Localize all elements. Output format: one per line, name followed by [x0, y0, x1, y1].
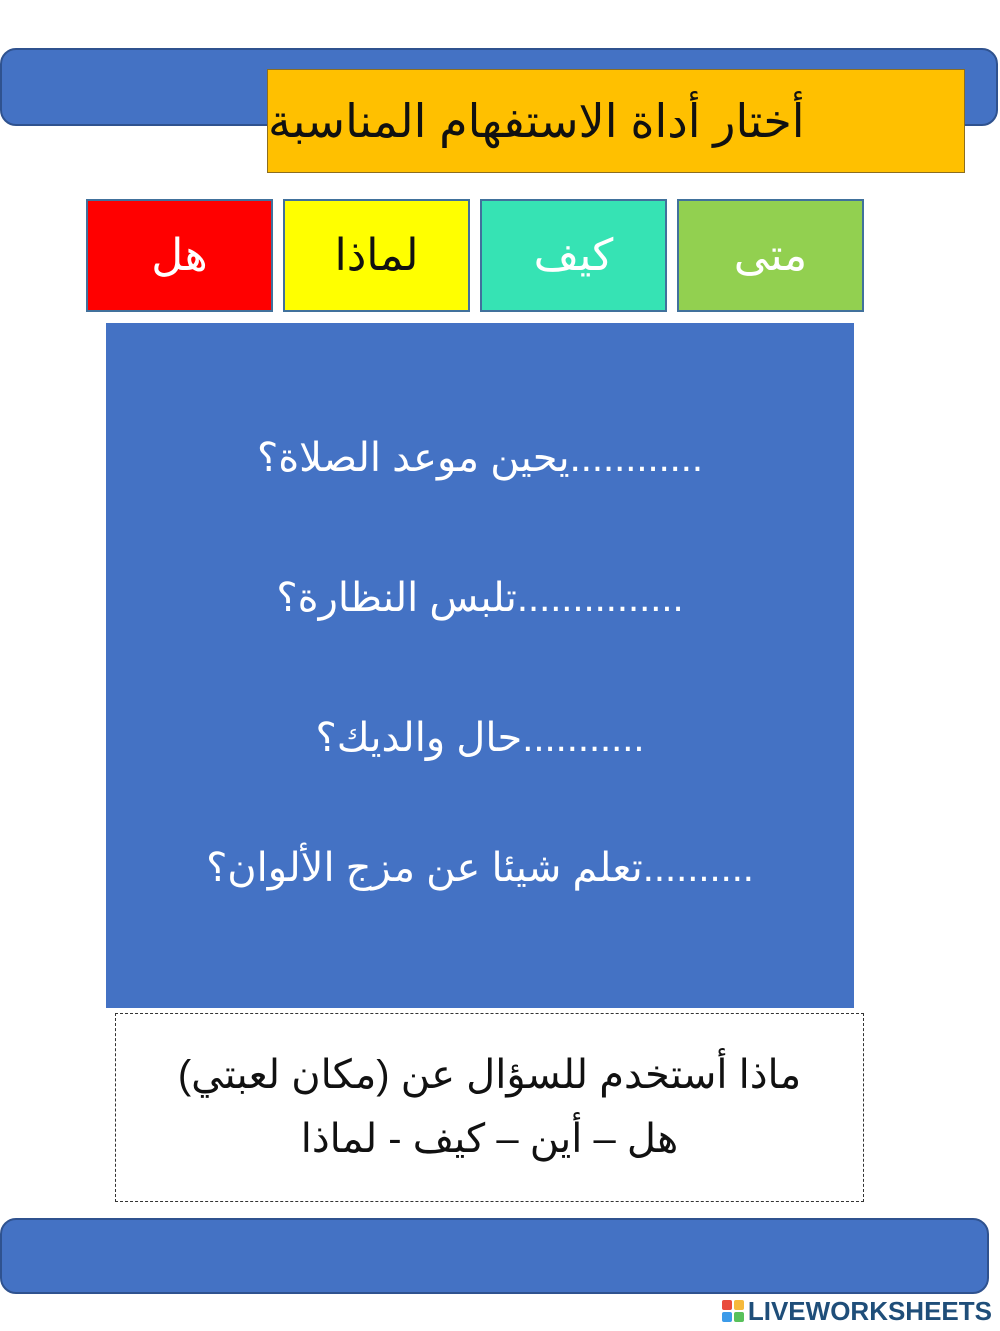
- choice-mata[interactable]: متى: [677, 199, 864, 312]
- choice-limatha[interactable]: لماذا: [283, 199, 470, 312]
- hint-box: [115, 1013, 864, 1202]
- question-2[interactable]: ...............تلبس النظارة؟: [276, 576, 684, 620]
- page-title: أختار أداة الاستفهام المناسبة: [268, 95, 805, 147]
- hint-options[interactable]: هل – أين – كيف - لماذا: [300, 1117, 679, 1161]
- questions-panel: [106, 323, 854, 1008]
- question-1[interactable]: ............يحين موعد الصلاة؟: [256, 436, 704, 480]
- liveworksheets-watermark: [722, 1296, 992, 1326]
- title-box: [267, 69, 965, 173]
- liveworksheets-logo-icon: [722, 1300, 744, 1322]
- choice-hal[interactable]: هل: [86, 199, 273, 312]
- bottom-banner-bar: [0, 1218, 989, 1294]
- hint-question: ماذا أستخدم للسؤال عن (مكان لعبتي): [177, 1053, 802, 1097]
- question-3[interactable]: ...........حال والديك؟: [315, 716, 645, 760]
- question-4[interactable]: ..........تعلم شيئا عن مزج الألوان؟: [206, 846, 754, 890]
- watermark-text: LIVEWORKSHEETS: [747, 1295, 992, 1326]
- choice-kayfa[interactable]: كيف: [480, 199, 667, 312]
